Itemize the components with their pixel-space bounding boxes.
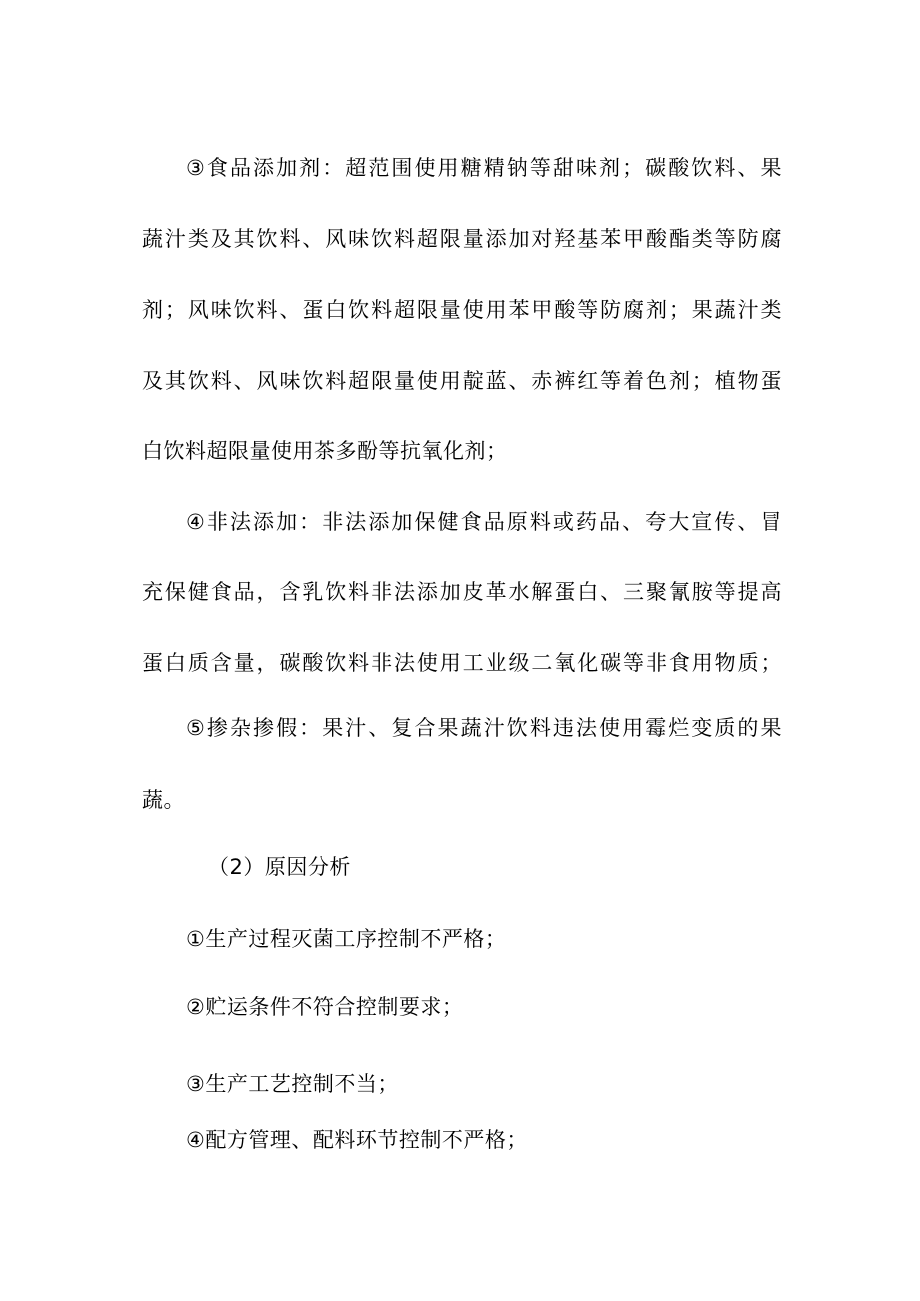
paragraph-4-line-2: 充保健食品，含乳饮料非法添加皮革水解蛋白、三聚氰胺等提高 xyxy=(142,580,782,604)
paragraph-5-line-1: ⑤掺杂掺假：果汁、复合果蔬汁饮料违法使用霉烂变质的果 xyxy=(186,716,782,740)
paragraph-5-line-2: 蔬。 xyxy=(142,788,185,812)
cause-item-2: ②贮运条件不符合控制要求； xyxy=(186,995,464,1019)
paragraph-3-line-4: 及其饮料、风味饮料超限量使用靛蓝、赤裤红等着色剂；植物蛋 xyxy=(142,369,782,393)
paragraph-3-line-2: 蔬汁类及其饮料、风味饮料超限量添加对羟基苯甲酸酯类等防腐 xyxy=(142,227,782,251)
section-heading: （2）原因分析 xyxy=(208,855,351,879)
paragraph-3-line-3: 剂；风味饮料、蛋白饮料超限量使用苯甲酸等防腐剂；果蔬汁类 xyxy=(142,298,782,322)
cause-item-3: ③生产工艺控制不当； xyxy=(186,1072,399,1096)
cause-item-1: ①生产过程灭菌工序控制不严格； xyxy=(186,927,507,951)
paragraph-3-line-5: 白饮料超限量使用茶多酚等抗氧化剂； xyxy=(142,439,508,463)
cause-item-4: ④配方管理、配料环节控制不严格； xyxy=(186,1128,528,1152)
paragraph-3-line-1: ③食品添加剂：超范围使用糖精钠等甜味剂；碳酸饮料、果 xyxy=(186,156,782,180)
paragraph-4-line-1: ④非法添加：非法添加保健食品原料或药品、夸大宣传、冒 xyxy=(186,510,782,534)
paragraph-4-line-3: 蛋白质含量，碳酸饮料非法使用工业级二氧化碳等非食用物质； xyxy=(142,651,782,675)
